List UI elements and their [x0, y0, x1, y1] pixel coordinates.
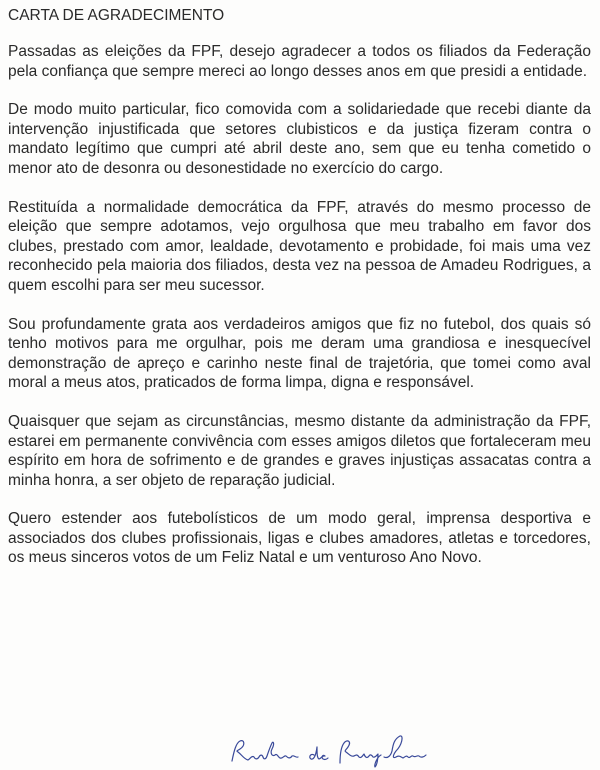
- paragraph-2: De modo muito particular, fico comovida com a solidariedade que recebi diante da intervenção injustificada que setores clubisticos e da justiça fizeram contra o mandato legítimo que cumpri até abril deste ano, sem que eu tenha cometido o menor ato de desonra ou desonestidade no exercício do cargo.: [8, 101, 591, 177]
- paragraph-3: Restituída a normalidade democrática da FPF, através do mesmo processo de eleição que sempre adotamos, vejo orgulhosa que meu trabalho em favor dos clubes, prestado com amor, lealdade, devotamento e probidade, foi mais uma vez reconhecido pela maioria dos filiados, desta vez na pessoa de Amadeu Rodrigues, a quem escolhi para ser meu sucessor.: [8, 198, 591, 294]
- signature-icon: [228, 733, 428, 769]
- paragraph-5: Quaisquer que sejam as circunstâncias, mesmo distante da administração da FPF, estarei em permanente convivência com esses amigos diletos que fortaleceram meu espírito em hora de sofrimento e de grandes e graves injustiças assacatas contra a minha honra, a ser objeto de reparação judicial.: [8, 412, 591, 489]
- paragraph-6: Quero estender aos futebolísticos de um modo geral, imprensa desportiva e associados dos clubes profissionais, ligas e clubes amadores, atletas e torcedores, os meus sinceros votos de um Feliz Natal e um venturoso Ano Novo.: [8, 510, 591, 567]
- signature: [228, 733, 428, 769]
- paragraph-1: Passadas as eleições da FPF, desejo agradecer a todos os filiados da Federação pela confiança que sempre mereci ao longo desses anos em que presidi a entidade.: [8, 43, 591, 80]
- letter-title: CARTA DE AGRADECIMENTO: [8, 7, 225, 24]
- letter: [8, 6, 591, 587]
- paragraph-4: Sou profundamente grata aos verdadeiros amigos que fiz no futebol, dos quais só tenho motivos para me orgulhar, pois me deram uma grandiosa e inesquecível demonstração de apreço e carinho neste final de trajetória, que tomei como aval moral a meus atos, praticados de forma limpa, digna e responsável.: [8, 315, 591, 392]
